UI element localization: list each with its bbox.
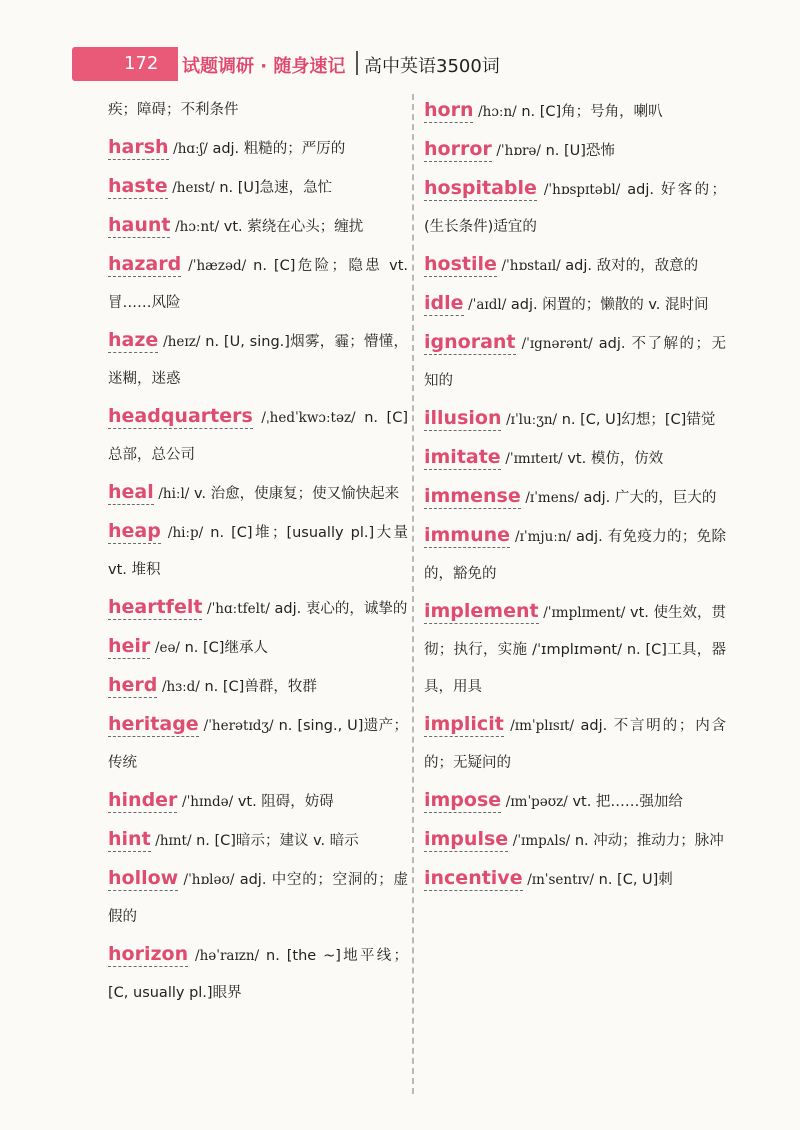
headword: heal — [108, 481, 154, 503]
definition: adj. 广大的，巨大的 — [583, 490, 717, 506]
pronunciation: /ˈhɪndə/ — [182, 794, 234, 810]
word-entry — [108, 706, 408, 782]
word-entry — [108, 513, 408, 589]
definition: n. 冲动；推动力；脉冲 — [574, 833, 724, 849]
definition: n. [C, U]幻想；[C]错觉 — [561, 412, 716, 428]
definition: 疾；障碍；不利条件 — [108, 102, 239, 118]
headword: heritage — [108, 713, 199, 735]
definition: n. [sing., U]遗产；传统 — [108, 718, 409, 771]
definition: n. [U]急速，急忙 — [219, 180, 333, 196]
definition: n. [C]危险；隐患 vt. 冒……风险 — [108, 258, 409, 311]
pronunciation: /heɪst/ — [172, 180, 215, 196]
pronunciation: /ˈhɒrə/ — [496, 143, 541, 159]
pronunciation: /ˈhæzəd/ — [188, 258, 247, 274]
pronunciation: /ˈherətɪdʒ/ — [203, 718, 274, 734]
headword: incentive — [424, 867, 523, 889]
definition: n. [C, U]刺 — [598, 872, 673, 888]
right-column — [424, 92, 726, 899]
definition: n. [C]堆；[usually pl.]大量 vt. 堆积 — [108, 525, 409, 578]
word-entry — [108, 628, 408, 667]
headword: hollow — [108, 867, 179, 889]
pronunciation: /hɪnt/ — [155, 833, 192, 849]
headword: imitate — [424, 446, 501, 468]
word-entry — [424, 706, 726, 782]
word-entry — [424, 860, 726, 899]
headword: implement — [424, 600, 539, 622]
definition: n. [C]继承人 — [184, 640, 268, 656]
pronunciation: /ˌhedˈkwɔːtəz/ — [261, 410, 356, 426]
word-entry — [424, 324, 726, 400]
headword: horn — [424, 99, 474, 121]
word-entry — [108, 782, 408, 821]
pronunciation: /hɑːʃ/ — [173, 141, 208, 157]
word-entry — [108, 860, 408, 936]
pronunciation: /ɪˈmens/ — [525, 490, 579, 506]
word-entry — [108, 92, 408, 129]
pronunciation: /ˈhɒstaɪl/ — [501, 258, 561, 274]
definition: adj. 有免疫力的；免除的，豁免的 — [424, 529, 727, 582]
definition: n. [C]总部，总公司 — [108, 410, 408, 463]
pronunciation: /həˈraɪzn/ — [195, 948, 260, 964]
headword: hazard — [108, 253, 182, 275]
headword: heartfelt — [108, 596, 203, 618]
headword: impose — [424, 789, 502, 811]
pronunciation: /ɪnˈsentɪv/ — [527, 872, 595, 888]
word-entry — [424, 821, 726, 860]
word-entry — [424, 439, 726, 478]
pronunciation: /eə/ — [154, 640, 180, 656]
headword: hinder — [108, 789, 178, 811]
left-column — [108, 92, 408, 1012]
headword: horror — [424, 138, 492, 160]
headword: heir — [108, 635, 151, 657]
book-subtitle: 高中英语3500词 — [364, 56, 500, 77]
pronunciation: /ɪmˈplɪsɪt/ — [510, 718, 575, 734]
page-number-tab — [72, 47, 178, 81]
word-entry — [108, 667, 408, 706]
headword: haunt — [108, 214, 171, 236]
word-entry — [108, 246, 408, 322]
definition: n. [the ~]地平线；[C, usually pl.]眼界 — [108, 948, 409, 1001]
word-entry — [424, 285, 726, 324]
definition: vt. 使生效，贯彻；执行，实施 /ˈɪmplɪmənt/ n. [C]工具，器具，用具 — [424, 605, 727, 695]
word-entry — [424, 782, 726, 821]
definition: v. 治愈，使康复；使又愉快起来 — [193, 486, 400, 502]
word-entry — [424, 517, 726, 593]
word-entry — [108, 821, 408, 860]
word-entry — [108, 589, 408, 628]
word-entry — [424, 400, 726, 439]
definition: adj. 不了解的；无知的 — [424, 336, 727, 389]
definition: vt. 把……强加给 — [572, 794, 683, 810]
pronunciation: /ˈhɑːtfelt/ — [207, 601, 270, 617]
headword: immune — [424, 524, 511, 546]
word-entry — [424, 170, 726, 246]
pronunciation: /ɪmˈpəʊz/ — [505, 794, 568, 810]
headword: haze — [108, 329, 159, 351]
headword: horizon — [108, 943, 189, 965]
pronunciation: /heɪz/ — [163, 334, 201, 350]
word-entry — [108, 936, 408, 1012]
word-entry — [108, 398, 408, 474]
definition: adj. 敌对的，敌意的 — [565, 258, 699, 274]
pronunciation: /ˈɪmpʌls/ — [512, 833, 571, 849]
word-entry — [424, 131, 726, 170]
headword: herd — [108, 674, 158, 696]
pronunciation: /hiːp/ — [167, 525, 204, 541]
word-entry — [108, 168, 408, 207]
definition: vt. 模仿，仿效 — [567, 451, 664, 467]
pronunciation: /ɪˈluːʒn/ — [506, 412, 558, 428]
pronunciation: /ˈɪmplɪment/ — [543, 605, 626, 621]
headword: haste — [108, 175, 168, 197]
word-entry — [424, 92, 726, 131]
pronunciation: /ˈɪmɪteɪt/ — [505, 451, 563, 467]
word-entry — [424, 593, 726, 706]
definition: adj. 中空的；空洞的；虚假的 — [108, 872, 408, 925]
headword: hint — [108, 828, 151, 850]
definition: adj. 不言明的；内含的；无疑问的 — [424, 718, 727, 771]
pronunciation: /ˈɪgnərənt/ — [521, 336, 593, 352]
word-entry — [108, 207, 408, 246]
headword: harsh — [108, 136, 169, 158]
book-series-title: 试题调研 · 随身速记 — [182, 56, 346, 77]
definition: n. [U, sing.]烟雾，霾；懵懂，迷糊，迷惑 — [108, 334, 409, 387]
word-entry — [108, 322, 408, 398]
definition: n. [U]恐怖 — [545, 143, 615, 159]
word-entry — [424, 478, 726, 517]
definition: n. [C]兽群，牧群 — [204, 679, 317, 695]
pronunciation: /hɜːd/ — [162, 679, 200, 695]
page-number: 172 — [124, 53, 159, 74]
headword: implicit — [424, 713, 504, 735]
headword: hostile — [424, 253, 497, 275]
pronunciation: /hiːl/ — [158, 486, 190, 502]
word-entry — [108, 129, 408, 168]
headword: ignorant — [424, 331, 516, 353]
definition: adj. 衷心的，诚挚的 — [274, 601, 408, 617]
page-header — [0, 45, 800, 85]
pronunciation: /ˈhɒləʊ/ — [183, 872, 235, 888]
header-divider — [356, 51, 358, 75]
definition: adj. 好客的；(生长条件)适宜的 — [424, 182, 727, 235]
pronunciation: /ˈaɪdl/ — [468, 297, 507, 313]
pronunciation: /hɔːn/ — [478, 104, 517, 120]
pronunciation: /ˈhɒspɪtəbl/ — [543, 182, 621, 198]
pronunciation: /ɪˈmjuːn/ — [515, 529, 572, 545]
headword: hospitable — [424, 177, 537, 199]
headword: illusion — [424, 407, 502, 429]
definition: n. [C]角；号角，喇叭 — [521, 104, 663, 120]
definition: adj. 粗糙的；严厉的 — [212, 141, 346, 157]
headword: headquarters — [108, 405, 253, 427]
word-entry — [108, 474, 408, 513]
definition: adj. 闲置的；懒散的 v. 混时间 — [510, 297, 709, 313]
definition: n. [C]暗示；建议 v. 暗示 — [196, 833, 359, 849]
headword: immense — [424, 485, 521, 507]
definition: vt. 阻碍，妨碍 — [237, 794, 334, 810]
headword: heap — [108, 520, 161, 542]
headword: impulse — [424, 828, 509, 850]
headword: idle — [424, 292, 464, 314]
column-divider — [412, 94, 414, 1094]
pronunciation: /hɔːnt/ — [175, 219, 220, 235]
word-entry — [424, 246, 726, 285]
definition: vt. 萦绕在心头；缠扰 — [223, 219, 364, 235]
